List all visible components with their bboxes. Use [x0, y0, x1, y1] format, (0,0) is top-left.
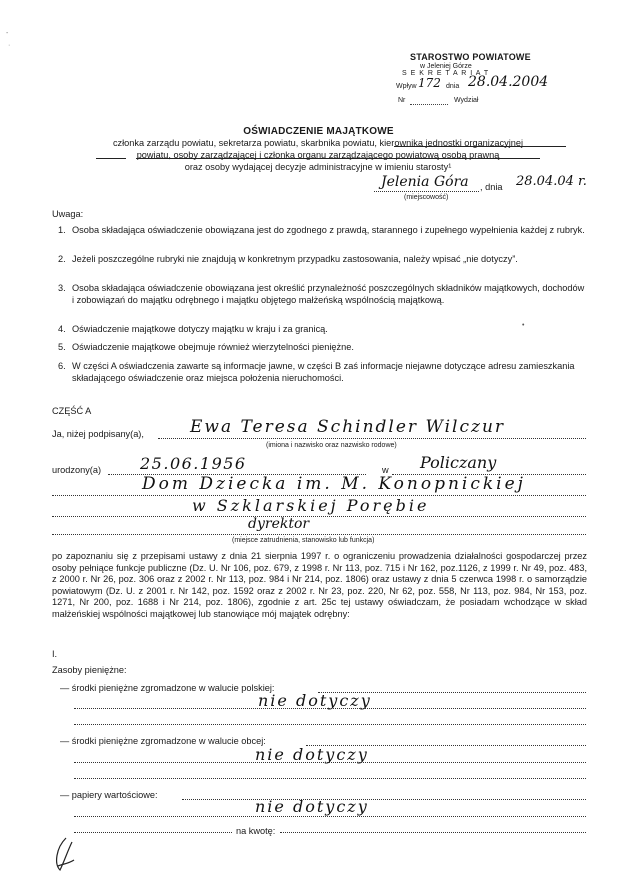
stamp-office: STAROSTWO POWIATOWE [410, 52, 531, 62]
declarant-name-handwritten: Ewa Teresa Schindler Wilczur [190, 417, 506, 437]
position-handwritten: dyrektor [248, 516, 310, 532]
born-label: urodzony(a) [52, 465, 102, 475]
cash-resources-heading: Zasoby pieniężne: [52, 665, 127, 675]
stamp-date-label: dnia [446, 83, 460, 90]
stamp-dots [410, 104, 448, 105]
registry-stamp [396, 50, 556, 106]
foreign-currency-label: — środki pieniężne zgromadzone w walucie obcej: [60, 736, 266, 746]
stamp-out-label: Nr [398, 97, 406, 104]
pln-handwritten: nie dotyczy [258, 691, 372, 710]
subtitle-line-1: członka zarządu powiatu, sekretarza powiatu, skarbnika powiatu, kierownika jednostki organizacyjnej [112, 138, 524, 148]
employer-dotted-line-2 [52, 516, 586, 517]
place-handwritten: Jelenia Góra [381, 174, 469, 190]
amount-label: na kwotę: [236, 826, 276, 836]
notes-heading: Uwaga: [52, 209, 84, 219]
part-a-heading: CZĘŚĆ A [52, 406, 92, 416]
note-5: 5. Oświadczenie majątkowe obejmuje również wierzytelności pieniężne. [58, 342, 354, 352]
pln-label: — środki pieniężne zgromadzone w walucie polskiej: [60, 683, 275, 693]
place-dotted-line [374, 191, 479, 192]
birth-place-handwritten: Policzany [420, 453, 497, 472]
stamp-secretariat: S E K R E T A R I A T [402, 70, 490, 77]
position-dotted-line [52, 534, 586, 535]
employer-caption: (miejsce zatrudnienia, stanowisko lub funkcja) [232, 537, 375, 544]
law-paragraph: po zapoznaniu się z przepisami ustawy z dnia 21 sierpnia 1997 r. o ograniczeniu prowadzenia działalności gospodarczej przez osoby pełniące funkcje publiczne (Dz. U. Nr 106, poz. 679, z 1998 r. Nr 113, poz. 715 i Nr 162, poz.1126, z 1999 r. Nr 49, poz. 483, z 2000 r. Nr 26, poz. 306 oraz z 2002 r. Nr 113, poz. 984 i Nr 214, poz. 1806) oraz ustawy z dnia 5 czerwca 1998 r. o samorządzie powiatowym (Dz. U. z 2001 r. Nr 142, poz. 1592 oraz z 2002 r. Nr 23, poz. 220, Nr 62, poz. 558, Nr 113, poz. 984, Nr 153, poz. 1271, Nr 200, poz. 1688 i Nr 214, poz. 1806), zgodnie z art. 25c tej ustawy oświadczam, że posiadam wchodzące w skład małżeńskiej wspólności majątkowej lub stanowiące mój majątek odrębny: [52, 551, 587, 619]
securities-dotted-line-a [182, 799, 586, 800]
subtitle-underline [136, 158, 540, 159]
subtitle-underline [96, 158, 126, 159]
pln-dotted-line-c [74, 724, 586, 725]
stamp-place: w Jeleniej Górze [420, 63, 472, 70]
initials-signature [52, 836, 78, 874]
subtitle-line-2: powiatu, osoby zarządzającej i członka organu zarządzającego powiatową osobą prawną [136, 150, 500, 160]
stamp-date: 28.04.2004 [468, 74, 549, 90]
date-handwritten: 28.04.04 r. [516, 174, 587, 189]
note-3: 3. Osoba składająca oświadczenie obowiązana jest określić przynależność poszczególnych składników majątkowych, dochodów i zobowiązań do majątku odrębnego i majątku objętego małżeńską wspólnością majątkową. [58, 283, 585, 305]
securities-label: — papiery wartościowe: [60, 790, 158, 800]
employer-handwritten-1: Dom Dziecka im. M. Konopnickiej [142, 474, 526, 494]
stamp-entry-label: Wpływ [396, 83, 417, 90]
name-dotted-line [158, 438, 586, 439]
stamp-entry-number: 172 [418, 76, 441, 90]
note-1: 1. Osoba składająca oświadczenie obowiązana jest do zgodnego z prawdą, starannego i zupełnego wypełnienia każdej z rubryk. [58, 225, 585, 235]
pln-dotted-line-b [74, 708, 586, 709]
place-caption: (miejscowość) [404, 194, 449, 201]
margin-mark: · [8, 42, 11, 49]
page-title: OŚWIADCZENIE MAJĄTKOWE [243, 126, 394, 137]
subtitle-line-3: oraz osoby wydającej decyzje administracyjne w imieniu starosty¹ [184, 162, 452, 172]
scan-artifact: • [522, 322, 525, 329]
amount-dotted-line-b [280, 832, 586, 833]
foreign-handwritten: nie dotyczy [255, 745, 369, 764]
subtitle-underline [394, 146, 566, 147]
securities-dotted-line-b [74, 816, 586, 817]
note-6: 6. W części A oświadczenia zawarte są informacje jawne, w części B zaś informacje niejawne dotyczące adresu zamieszkania składającego oświadczenie oraz miejsca położenia nieruchomości. [58, 361, 575, 383]
amount-dotted-line-a [74, 832, 232, 833]
securities-handwritten: nie dotyczy [255, 797, 369, 816]
born-in-label: w [382, 465, 389, 475]
birth-date-handwritten: 25.06.1956 [140, 454, 247, 473]
note-4: 4. Oświadczenie majątkowe dotyczy majątku w kraju i za granicą. [58, 324, 328, 334]
date-label: , dnia [480, 182, 503, 192]
stamp-department: Wydział [454, 97, 479, 104]
name-caption: (imiona i nazwisko oraz nazwisko rodowe) [266, 442, 397, 449]
foreign-dotted-line-c [74, 778, 586, 779]
declarant-label: Ja, niżej podpisany(a), [52, 429, 144, 439]
section-roman: I. [52, 649, 58, 659]
employer-handwritten-2: w Szklarskiej Porębie [192, 496, 430, 515]
note-2: 2. Jeżeli poszczególne rubryki nie znajdują w konkretnym przypadku zastosowania, należy wpisać „nie dotyczy”. [58, 254, 518, 264]
margin-mark: - [6, 30, 9, 37]
foreign-dotted-line-b [74, 762, 586, 763]
